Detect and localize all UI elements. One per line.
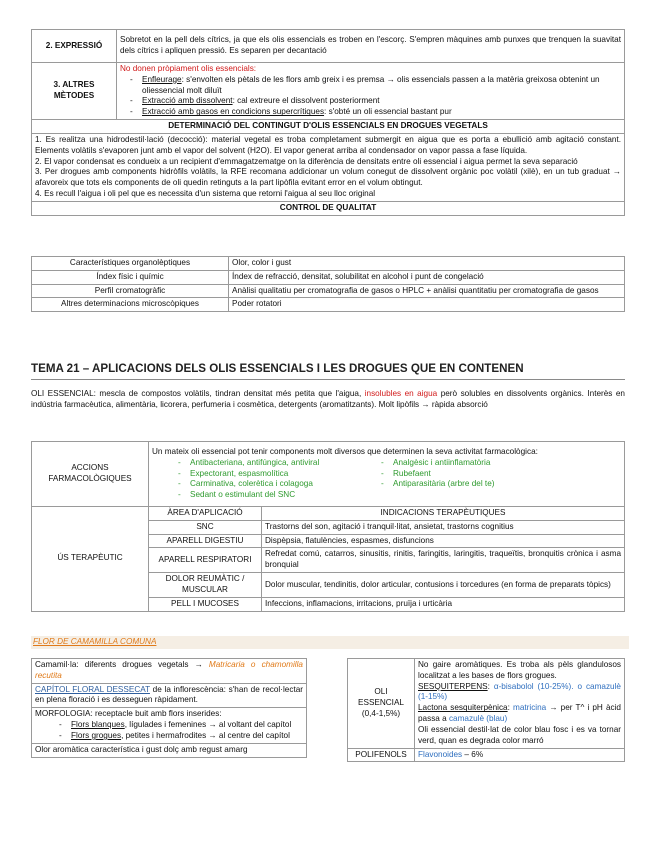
- text: de la inflorescència: s'han de recol·lectar en plena floració i es desseguen ràpidament.: [35, 684, 303, 705]
- accions-left-list: [152, 458, 375, 501]
- control-key: Perfil cromatogràfic: [32, 284, 229, 298]
- term: SESQUITERPENS: [418, 681, 488, 691]
- us-ind: Trastorns del son, agitació i tranquil·litat, ansietat, trastorns cognitius: [262, 520, 625, 534]
- accions-right-list: [375, 458, 494, 501]
- table-row: [32, 284, 625, 298]
- list-term: Extracció amb gasos en condicions supercrítiques: [142, 107, 325, 117]
- value: α-bisabolol (10-25%). o camazulè (1-15%): [418, 681, 621, 702]
- altres-label: 3. ALTRES MÈTODES: [32, 63, 117, 120]
- accions-label: ACCIONS FARMACOLÒGIQUES: [32, 442, 149, 507]
- camamilla-left-table: [31, 658, 307, 758]
- control-key: Índex físic i químic: [32, 270, 229, 284]
- control-key: Característiques organolèptiques: [32, 257, 229, 271]
- value: camazulè (blau): [448, 714, 508, 724]
- text: → per T^ i pH àcid passa a: [418, 703, 621, 724]
- us-ind: Dolor muscular, tendinitis, dolor articular, contusions i torcedures (en forma de preparats tòpics): [262, 573, 625, 598]
- row-accions: [32, 442, 625, 507]
- step-4: 4. Es recull l'aigua i oli pel que es necessita d'un sistema que retorni l'aigua al seu lloc original: [35, 189, 376, 199]
- us-head-ind: INDICACIONS TERAPÈUTIQUES: [262, 507, 625, 521]
- table-row: [32, 743, 307, 757]
- control-val: Anàlisi qualitatiu per cromatografia de gasos o HPLC + anàlisi quantitatiu per cromatografia de gasos: [229, 284, 625, 298]
- list-item: - Expectorant, espasmolítica: [190, 469, 375, 480]
- tema-intro: [31, 389, 625, 411]
- list-text: , petites i hermafrodites → al centre del capítol: [121, 730, 290, 740]
- list-item: - Rubefaent: [393, 469, 494, 480]
- list-text: : s'envolten els pètals de les flors amb greix i es premsa → olis essencials passen a la matèria greixosa obtenint un oliessencial molt diluït: [142, 74, 600, 95]
- tema-heading-block: [31, 361, 625, 380]
- row-determinacio-title: [32, 120, 625, 134]
- list-term: Extracció amb dissolvent: [142, 96, 233, 106]
- list-term: Flors grogues: [71, 730, 122, 740]
- us-area: DOLOR REUMÀTIC / MUSCULAR: [149, 573, 262, 598]
- table-row: [348, 748, 625, 762]
- table-row: [32, 659, 307, 684]
- oli-lact: Lactona sesquiterpènica: matricina → per T^ i pH àcid passa a camazulè (blau): [418, 703, 621, 724]
- control-val: Índex de refracció, densitat, solubilitat en alcohol i punt de congelació: [229, 270, 625, 284]
- control-table: [31, 256, 625, 312]
- list-text: : cal extreure el dissolvent posteriorment: [232, 96, 380, 106]
- oli-content: [415, 659, 625, 749]
- altres-note: No donen pròpiament olis essencials:: [120, 64, 257, 73]
- intro-text: OLI ESSENCIAL: mescla de compostos volàtils, tindran densitat més petita que l'aigua,: [31, 389, 365, 398]
- control-val: Olor, color i gust: [229, 257, 625, 271]
- table-row: [32, 298, 625, 312]
- us-area: APARELL RESPIRATORI: [149, 548, 262, 573]
- us-ind: Dispèpsia, flatulències, espasmes, disfuncions: [262, 534, 625, 548]
- list-item: [142, 107, 621, 118]
- control-key: Altres determinacions microscòpiques: [32, 298, 229, 312]
- cam-l4: Olor aromàtica característica i gust dolç amb regust amarg: [32, 743, 307, 757]
- poli-label: POLIFENOLS: [348, 748, 415, 762]
- morfologia-list: [35, 720, 303, 742]
- intro-text: però solubles en dissolvents orgànics. Interès en indústria farmacèutica, alimentària, licorera, perfumeria i cosmètica, detergents (aromatitzants). Molt lipòfils → ràpida absorció: [31, 389, 625, 409]
- row-determinacio-steps: [32, 133, 625, 201]
- list-text: , lígulades i femenines → al voltant del capítol: [124, 720, 292, 730]
- text: – 6%: [462, 749, 484, 759]
- species-name: Matricaria o chamomilla recutita: [35, 660, 303, 680]
- list-item: [142, 96, 621, 107]
- accions-content: [149, 442, 625, 507]
- poli-content: [415, 748, 625, 762]
- list-item: [71, 731, 303, 742]
- value: matricina: [513, 703, 547, 713]
- top-table: [31, 29, 625, 216]
- list-term: Flors blanques: [71, 720, 125, 730]
- us-area: SNC: [149, 520, 262, 534]
- term: Lactona sesquiterpènica: [418, 703, 508, 713]
- morfologia: MORFOLOGIA: receptacle buit amb flors inserides:: [35, 709, 222, 719]
- camamilla-title: FLOR DE CAMAMILLA COMUNA: [33, 637, 157, 646]
- oli-label: OLI ESSENCIAL (0,4-1,5%): [348, 659, 415, 749]
- table-row: [348, 659, 625, 749]
- accions-columns: [152, 458, 621, 501]
- cam-l3: [32, 708, 307, 743]
- list-item: [71, 720, 303, 731]
- altres-list: [120, 75, 621, 118]
- row-control-title: [32, 201, 625, 215]
- list-item: - Antiparasitària (arbre del te): [393, 479, 494, 490]
- determinacio-title: DETERMINACIÓ DEL CONTINGUT D'OLIS ESSENCIALS EN DROGUES VEGETALS: [32, 120, 625, 134]
- determinacio-steps: [32, 133, 625, 201]
- row-altres: [32, 63, 625, 120]
- tema-heading: TEMA 21 – APLICACIONS DELS OLIS ESSENCIALS I LES DROGUES QUE EN CONTENEN: [31, 362, 524, 375]
- control-val: Poder rotatori: [229, 298, 625, 312]
- value: Flavonoides: [418, 749, 463, 759]
- altres-content: [117, 63, 625, 120]
- oli-p1: No gaire aromàtiques. Es troba als pèls glandulosos localitzat a les bases de flors grogues.: [418, 660, 621, 680]
- table-row: [32, 270, 625, 284]
- table-row: [32, 708, 307, 743]
- accions-intro: Un mateix oli essencial pot tenir components molt diversos que determinen la seva activitat farmacològica:: [152, 446, 538, 456]
- camamilla-title-bar: [31, 636, 629, 649]
- expressio-label: 2. EXPRESSIÓ: [32, 30, 117, 63]
- row-expressio: [32, 30, 625, 63]
- expressio-text: Sobretot en la pell dels cítrics, ja que els olis essencials es troben en l'escorç. S'empren màquines amb punxes que trenquen la suavitat dels cítrics i apliquen pressió. Es separen per decantació: [117, 30, 625, 63]
- intro-highlight: insolubles en aigua: [364, 389, 438, 398]
- term: CAPÍTOL FLORAL DESSECAT: [35, 684, 150, 694]
- step-2: 2. El vapor condensat es condueix a un recipient d'emmagatzematge on la diferència de densitats entre oli essencial i aigua permet la seva separació: [35, 156, 578, 166]
- us-area: PELL I MUCOSES: [149, 597, 262, 611]
- camamilla-right-table: [347, 658, 625, 762]
- row-us-head: [32, 507, 625, 521]
- control-title: CONTROL DE QUALITAT: [32, 201, 625, 215]
- us-area: APARELL DIGESTIU: [149, 534, 262, 548]
- us-label: ÚS TERAPÈUTIC: [32, 507, 149, 612]
- list-item: [142, 75, 621, 97]
- list-item: - Sedant o estimulant del SNC: [190, 490, 375, 501]
- list-text: : s'obté un oli essencial bastant pur: [324, 107, 452, 117]
- list-item: - Antibacteriana, antifúngica, antiviral: [190, 458, 375, 469]
- oli-p4: Oli essencial destil·lat de color blau fosc i es va tornar verd, quan es degrada color marró: [418, 724, 621, 745]
- accions-table: [31, 441, 625, 612]
- cam-l2: [32, 683, 307, 708]
- us-ind: Refredat comú, catarros, sinusitis, rinitis, faringitis, laringitis, traqueïtis, bronquitis crònica i asma bronquial: [262, 548, 625, 573]
- list-item: - Carminativa, colerètica i colagoga: [190, 479, 375, 490]
- oli-sesq: SESQUITERPENS: α-bisabolol (10-25%). o camazulè (1-15%): [418, 681, 621, 702]
- list-item: - Analgèsic i antiinflamatòria: [393, 458, 494, 469]
- step-3: 3. Per drogues amb components hidròfils volàtils, la RFE recomana addicionar un volum conegut de dissolvent orgànic poc volàtil (xilè), en un tub graduat → afavoreix que tots els components de oli quedin retinguts a la part lipòfila evitant error en el volum obtingut.: [35, 167, 621, 188]
- us-head-area: ÀREA D'APLICACIÓ: [149, 507, 262, 521]
- list-term: Enfleurage: [142, 74, 182, 84]
- step-1: 1. Es realitza una hidrodestil·lació (decocció): material vegetal es troba completament submergit en aigua que es porta a ebullició amb agitació constant. Elements volàtils s'evaporen junt amb el vapor del solvent (H2O). El vapor generat arriba al condensador on vapor passa a fase líquida.: [35, 134, 621, 155]
- us-ind: Infeccions, inflamacions, irritacions, pruïja i urticària: [262, 597, 625, 611]
- table-row: [32, 683, 307, 708]
- cam-l1: [32, 659, 307, 684]
- table-row: [32, 257, 625, 271]
- text: Camamil·la: diferents drogues vegetals →: [35, 660, 209, 669]
